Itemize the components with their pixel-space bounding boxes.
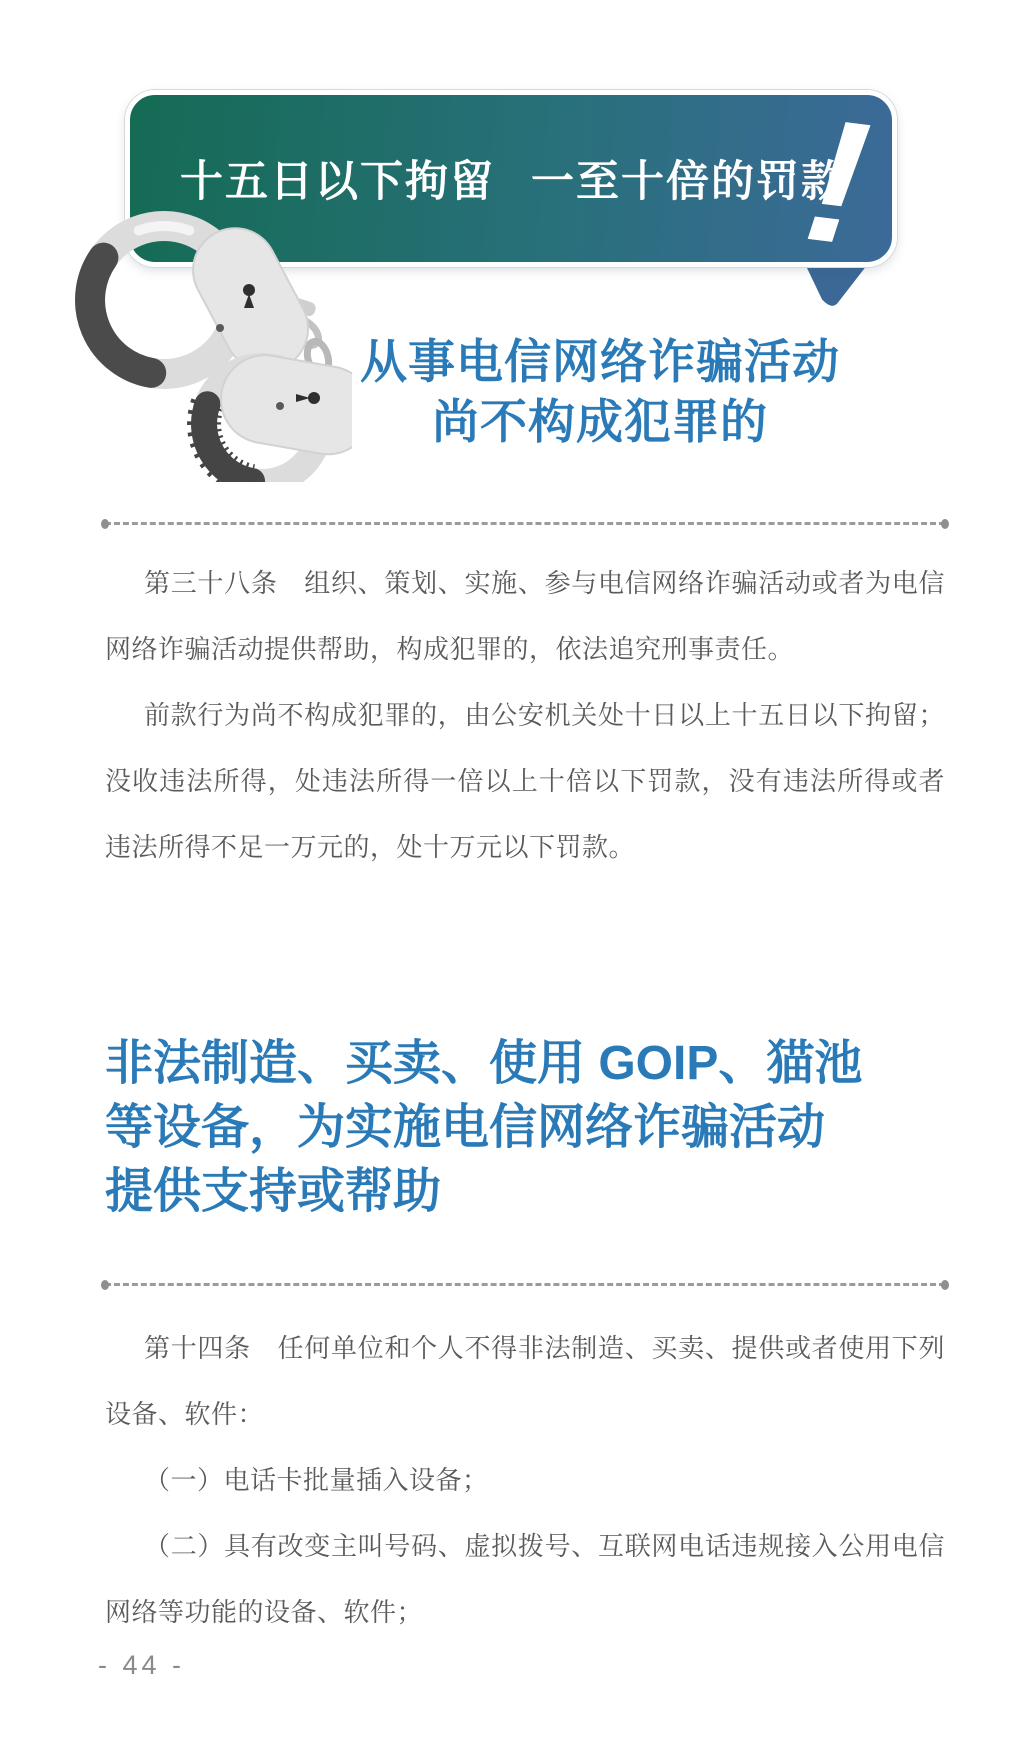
handcuffs-icon	[52, 172, 352, 482]
section2-title: 非法制造、买卖、使用 GOIP、猫池等设备，为实施电信网络诈骗活动提供支持或帮助	[105, 1037, 863, 1218]
paragraph: 第三十八条 组织、策划、实施、参与电信网络诈骗活动或者为电信网络诈骗活动提供帮助，构成犯罪的，依法追究刑事责任。	[105, 568, 945, 664]
banner-phrase-left: 十五日以下拘留	[180, 158, 495, 206]
section1-title	[300, 332, 900, 452]
paragraph: 前款行为尚不构成犯罪的，由公安机关处十日以上十五日以下拘留；没收违法所得，处违法所得一倍以上十倍以下罚款，没有违法所得或者违法所得不足一万元的，处十万元以下罚款。	[105, 700, 945, 862]
banner-phrase-right: 一至十倍的罚款	[531, 158, 846, 206]
section2-body	[105, 1315, 945, 1645]
paragraph: 第十四条 任何单位和个人不得非法制造、买卖、提供或者使用下列设备、软件：	[105, 1333, 945, 1429]
exclamation-icon: !	[796, 82, 878, 283]
dashed-divider	[105, 522, 945, 525]
section1-title-line2: 尚不构成犯罪的	[432, 395, 768, 448]
section1-title-line1: 从事电信网络诈骗活动	[360, 335, 840, 388]
section1-body	[105, 550, 945, 880]
page-number: - 44 -	[98, 1650, 186, 1680]
paragraph: （二）具有改变主叫号码、虚拟拨号、互联网电话违规接入公用电信网络等功能的设备、软件；	[105, 1531, 945, 1627]
dashed-divider	[105, 1283, 945, 1286]
paragraph: （一）电话卡批量插入设备；	[144, 1465, 489, 1495]
